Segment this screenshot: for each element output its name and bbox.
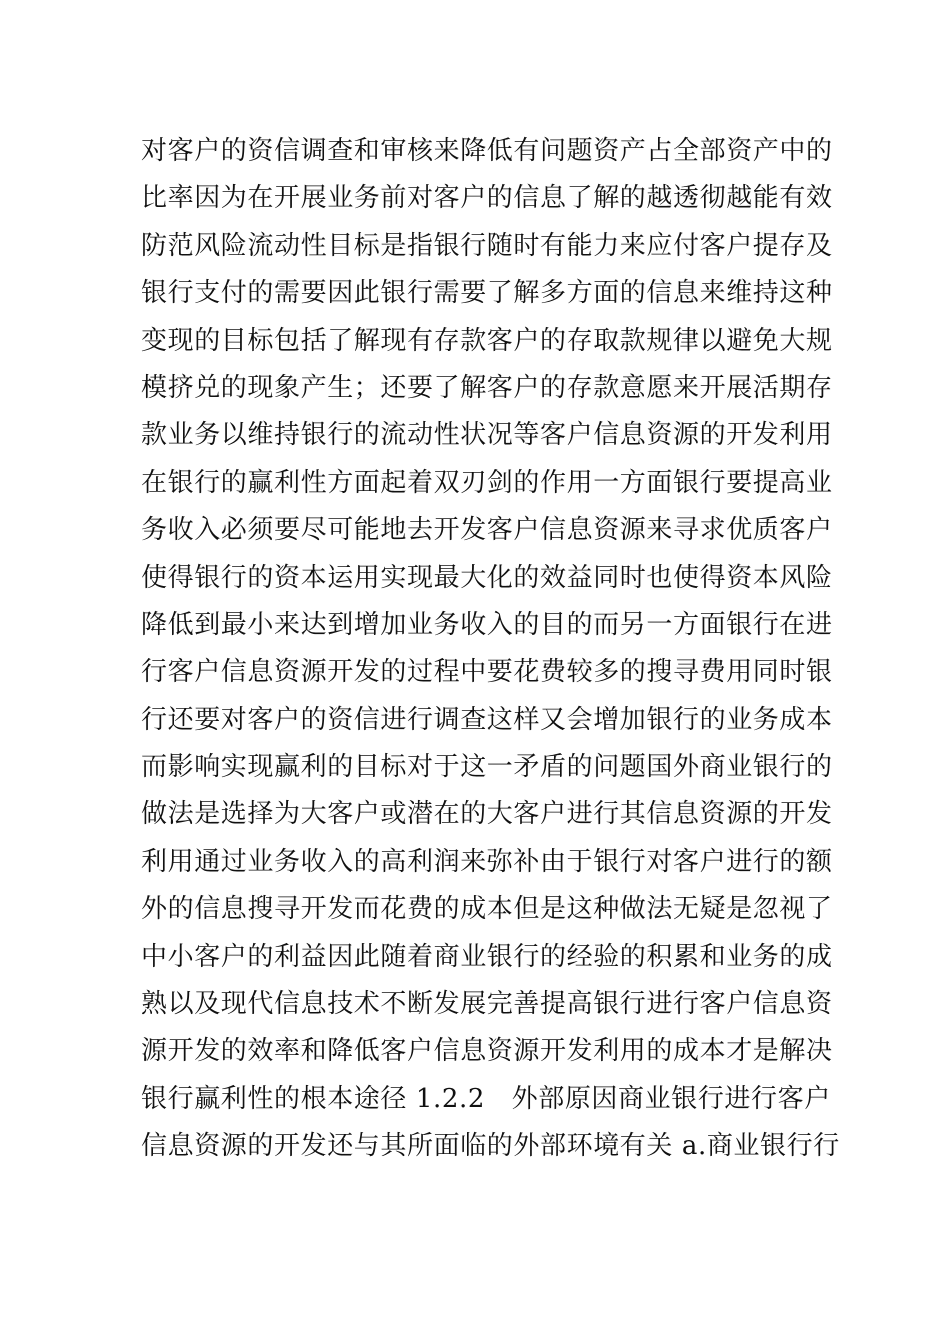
text-line: 而影响实现赢利的目标对于这一矛盾的问题国外商业银行的: [141, 752, 833, 783]
text-line: 行还要对客户的资信进行调查这样又会增加银行的业务成本: [141, 704, 833, 735]
text-line: 变现的目标包括了解现有存款客户的存取款规律以避免大规: [141, 325, 833, 356]
text-line: 源开发的效率和降低客户信息资源开发利用的成本才是解决: [141, 1036, 833, 1067]
text-line: 熟以及现代信息技术不断发展完善提高银行进行客户信息资: [141, 989, 833, 1020]
text-line: 利用通过业务收入的高利润来弥补由于银行对客户进行的额: [141, 846, 833, 877]
text-line: 在银行的赢利性方面起着双刃剑的作用一方面银行要提高业: [141, 467, 833, 498]
body-text: [141, 128, 840, 1171]
text-line: 行客户信息资源开发的过程中要花费较多的搜寻费用同时银: [141, 657, 833, 688]
text-line: 模挤兑的现象产生；还要了解客户的存款意愿来开展活期存: [141, 372, 833, 403]
text-line: 信息资源的开发还与其所面临的外部环境有关 a.商业银行行: [141, 1131, 840, 1162]
text-line: 中小客户的利益因此随着商业银行的经验的积累和业务的成: [141, 941, 833, 972]
text-line: 对客户的资信调查和审核来降低有问题资产占全部资产中的: [141, 136, 833, 166]
text-line: 防范风险流动性目标是指银行随时有能力来应付客户提存及: [141, 230, 833, 261]
text-line: 银行赢利性的根本途径 1.2.2 外部原因商业银行进行客户: [141, 1083, 831, 1114]
text-line: 降低到最小来达到增加业务收入的目的而另一方面银行在进: [141, 609, 833, 640]
text-line: 务收入必须要尽可能地去开发客户信息资源来寻求优质客户: [141, 515, 833, 546]
text-line: 银行支付的需要因此银行需要了解多方面的信息来维持这种: [141, 278, 833, 309]
text-line: 外的信息搜寻开发而花费的成本但是这种做法无疑是忽视了: [141, 894, 833, 925]
text-line: 做法是选择为大客户或潜在的大客户进行其信息资源的开发: [141, 799, 833, 830]
text-line: 使得银行的资本运用实现最大化的效益同时也使得资本风险: [141, 562, 833, 593]
text-line: 款业务以维持银行的流动性状况等客户信息资源的开发利用: [141, 420, 833, 451]
text-line: 比率因为在开展业务前对客户的信息了解的越透彻越能有效: [141, 183, 833, 214]
